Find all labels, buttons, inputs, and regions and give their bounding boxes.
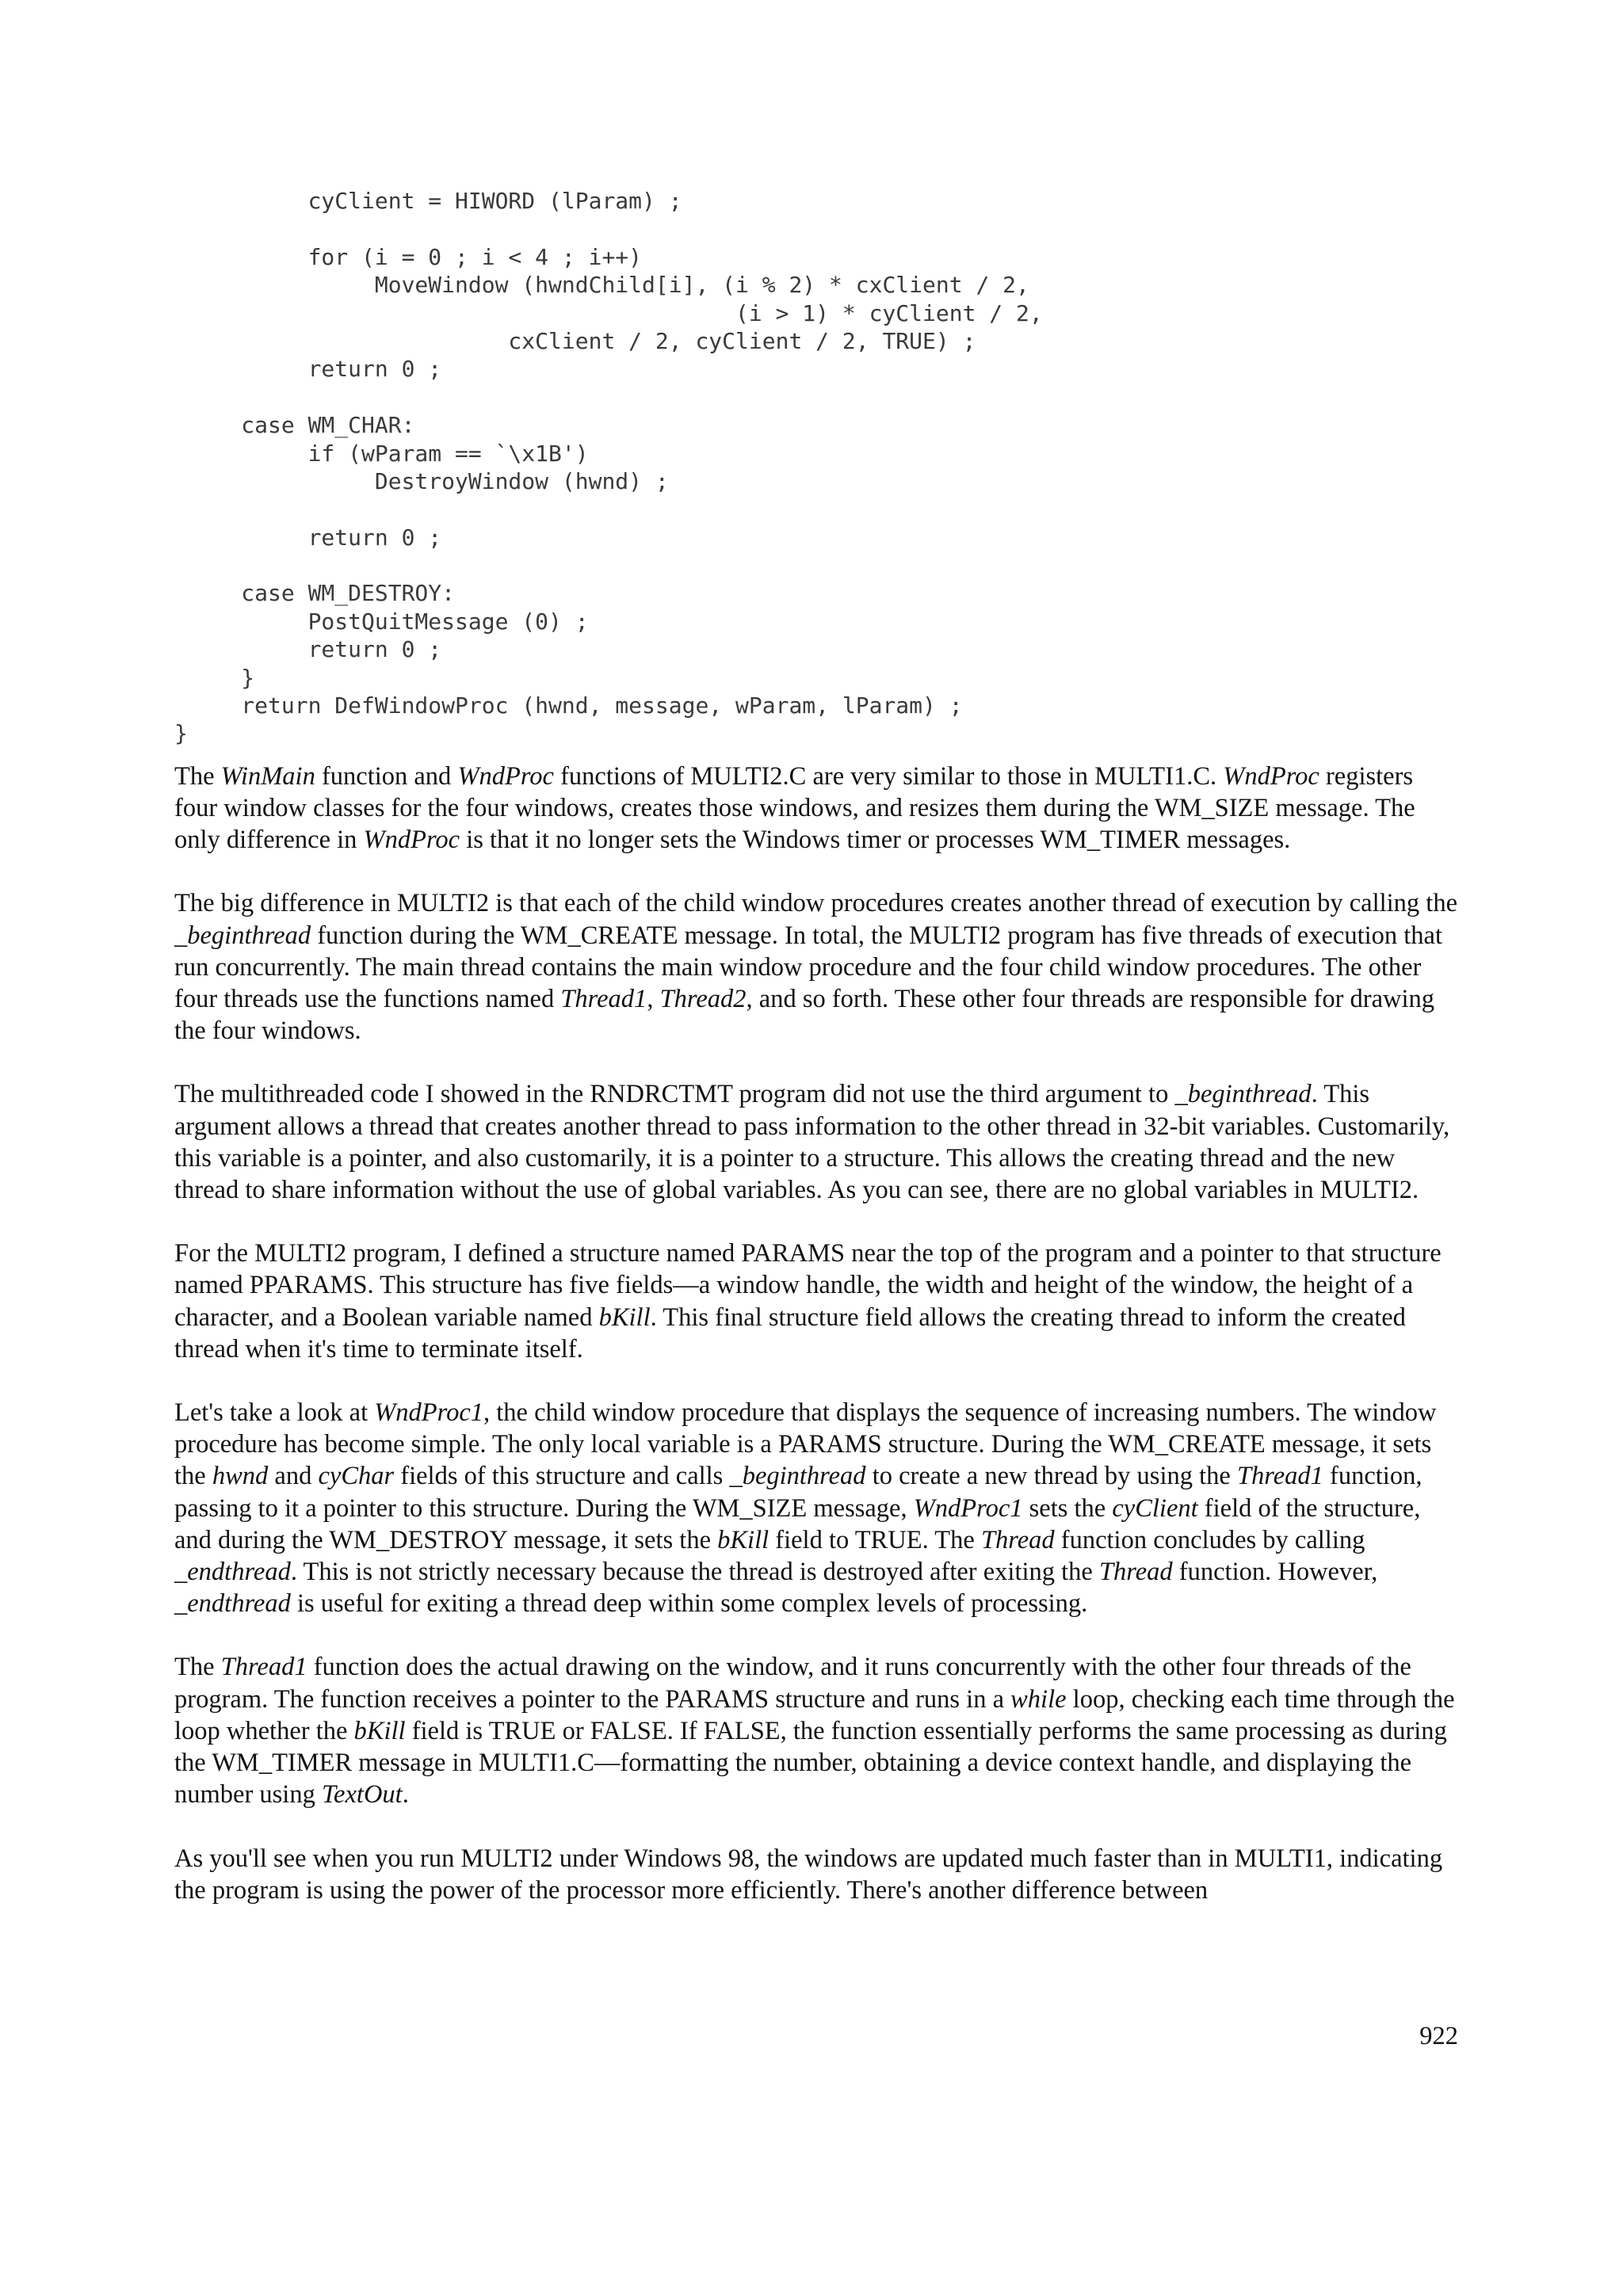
code-line: cyClient = HIWORD (lParam) ; [174, 188, 682, 214]
text-run: field of the structure, and during the WM_DESTROY message, it sets the [174, 1493, 1421, 1554]
text-run: function during the WM_CREATE message. In total, the MULTI2 program has five threads of execution that run concurrently. The main thread contains the main window procedure and the four child window procedures. The other four threads use the functions named [174, 921, 1442, 1014]
text-run: fields of this structure and calls [394, 1462, 730, 1491]
code-line [174, 383, 1458, 411]
italic-term: WndProc1 [374, 1398, 484, 1428]
code-line [174, 551, 1458, 579]
italic-term: Thread1 [1236, 1462, 1323, 1491]
italic-term: Thread1 [220, 1653, 307, 1682]
text-run: sets the [1022, 1493, 1113, 1523]
italic-term: TextOut [321, 1780, 403, 1810]
italic-term: cyChar [318, 1462, 395, 1491]
text-run: field to TRUE. The [769, 1525, 981, 1554]
code-line: return DefWindowProc (hwnd, message, wParam, lParam) ; [174, 692, 963, 719]
italic-term: WndProc [1223, 761, 1319, 791]
text-run: The [174, 761, 221, 791]
text-run: is useful for exiting a thread deep within some complex levels of processing. [290, 1589, 1088, 1619]
italic-term: bKill [717, 1525, 769, 1554]
italic-term: bKill [353, 1716, 406, 1745]
code-line: return 0 ; [174, 636, 442, 663]
text-run: , the child window procedure that displays the sequence of increasing numbers. The window procedure has become simple. The only local variable is a PARAMS structure. During the WM_CREATE message, it sets the [174, 1398, 1437, 1491]
page-body [174, 187, 1458, 1938]
paragraph [174, 761, 1458, 856]
text-run: and [268, 1462, 319, 1491]
text-run: For the MULTI2 program, I defined a structure named PARAMS near the top of the program and a pointer to that structure named PPARAMS. This structure has five fields—a window handle, the width and height of the window, the height of a character, and a Boolean variable named [174, 1239, 1442, 1332]
code-line: cxClient / 2, cyClient / 2, TRUE) ; [174, 327, 976, 354]
paragraph [174, 887, 1458, 1047]
text-run: function. However, [1172, 1558, 1378, 1587]
code-line: } [174, 664, 255, 691]
text-run: . [402, 1780, 409, 1810]
italic-term: WndProc [363, 826, 460, 855]
text-run: The multithreaded code I showed in the RNDRCTMT program did not use the third argument to [174, 1080, 1175, 1109]
text-run: function does the actual drawing on the window, and it runs concurrently with the other four threads of the program. The function receives a pointer to the PARAMS structure and runs in a [174, 1653, 1411, 1714]
code-listing [174, 187, 1458, 748]
code-line: DestroyWindow (hwnd) ; [174, 467, 669, 494]
body-text [174, 761, 1458, 1906]
paragraph [174, 1843, 1458, 1906]
text-run: functions of MULTI2.C are very similar to those in MULTI1.C. [553, 761, 1224, 791]
code-line: return 0 ; [174, 356, 442, 383]
italic-term: Thread [1098, 1558, 1173, 1587]
italic-term: hwnd [212, 1462, 269, 1491]
text-run: . This argument allows a thread that creates another thread to pass information to the other thread in 32-bit variables. Customarily, this variable is a pointer, and also customarily, it is a pointer to a structure. This allows the creating thread and the new thread to share information without the use of global variables. As you can see, there are no global variables in MULTI2. [174, 1080, 1450, 1205]
text-run: Let's take a look at [174, 1398, 375, 1428]
italic-term: WinMain [220, 761, 315, 791]
code-line: (i > 1) * cyClient / 2, [174, 299, 1043, 326]
paragraph [174, 1238, 1458, 1365]
text-run: loop, checking each time through the loop whether the [174, 1684, 1455, 1745]
text-run: , and so forth. These other four threads are responsible for drawing the four windows. [174, 985, 1435, 1046]
code-line [174, 495, 1458, 523]
text-run: function, passing to it a pointer to this structure. During the WM_SIZE message, [174, 1462, 1423, 1523]
text-run: function concludes by calling [1054, 1525, 1365, 1554]
paragraph [174, 1397, 1458, 1619]
text-run: registers four window classes for the four windows, creates those windows, and resizes them during the WM_SIZE message. The only difference in [174, 761, 1415, 855]
code-line: if (wParam == `\x1B') [174, 440, 589, 467]
text-run: to create a new thread by using the [865, 1462, 1237, 1491]
italic-term: Thread2 [659, 985, 747, 1014]
code-line: case WM_DESTROY: [174, 580, 456, 607]
italic-term: Thread1 [560, 985, 647, 1014]
italic-term: bKill [598, 1302, 651, 1332]
code-line: return 0 ; [174, 524, 442, 551]
italic-term: while [1010, 1684, 1067, 1714]
page-number: 922 [1419, 2022, 1458, 2050]
italic-term: Thread [980, 1525, 1055, 1554]
italic-term: WndProc1 [913, 1493, 1023, 1523]
code-line: } [174, 720, 188, 747]
code-line: case WM_CHAR: [174, 412, 415, 439]
text-run: . This is not strictly necessary because the thread is destroyed after exiting the [290, 1558, 1099, 1587]
italic-term: _endthread [174, 1558, 291, 1587]
code-line: PostQuitMessage (0) ; [174, 608, 589, 635]
code-line: for (i = 0 ; i < 4 ; i++) [174, 243, 643, 270]
italic-term: cyClient [1112, 1493, 1198, 1523]
italic-term: _beginthread [174, 921, 311, 950]
text-run: , [647, 985, 660, 1014]
italic-term: _beginthread [1174, 1080, 1312, 1109]
text-run: is that it no longer sets the Windows timer or processes WM_TIMER messages. [460, 826, 1291, 855]
text-run: . This final structure field allows the creating thread to inform the created thread when it's time to terminate itself. [174, 1302, 1406, 1363]
paragraph [174, 1078, 1458, 1206]
italic-term: _beginthread [729, 1462, 866, 1491]
code-line [174, 215, 1458, 242]
text-run: field is TRUE or FALSE. If FALSE, the function essentially performs the same processing as during the WM_TIMER message in MULTI1.C—formatting the number, obtaining a device context handle, and displaying the number using [174, 1716, 1447, 1810]
text-run: The [174, 1653, 221, 1682]
paragraph [174, 1651, 1458, 1810]
italic-term: _endthread [174, 1589, 291, 1619]
text-run: function and [315, 761, 458, 791]
text-run: The big difference in MULTI2 is that each of the child window procedures creates another thread of execution by calling the [174, 889, 1458, 918]
text-run: As you'll see when you run MULTI2 under Windows 98, the windows are updated much faster than in MULTI1, indicating the program is using the power of the processor more efficiently. There's another difference between [174, 1844, 1443, 1905]
code-line: MoveWindow (hwndChild[i], (i % 2) * cxClient / 2, [174, 272, 1029, 299]
italic-term: WndProc [457, 761, 554, 791]
